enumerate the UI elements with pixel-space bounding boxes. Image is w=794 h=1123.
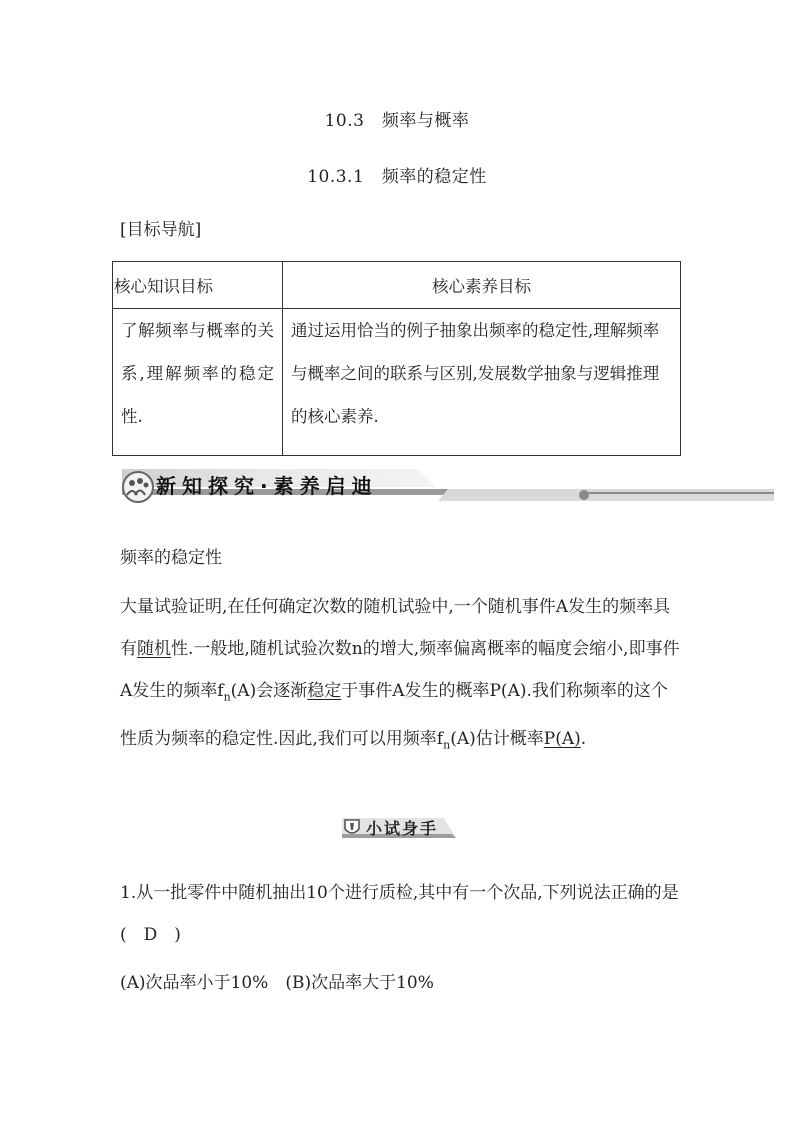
goal-header-knowledge: 核心知识目标	[113, 262, 283, 309]
goal-header-literacy: 核心素养目标	[283, 262, 681, 309]
paragraph	[120, 586, 680, 767]
paragraph-text: 于事件A发生的概率P(A).我们称频率的这个性质为频率的稳定性.因此,我们可以用频率f	[120, 681, 668, 750]
banner-title: 新知探究·素养启迪	[156, 474, 378, 498]
section-heading: 频率的稳定性	[120, 548, 222, 568]
goal-cell-literacy: 通过运用恰当的例子抽象出频率的稳定性,理解频率与概率之间的联系与区别,发展数学抽象与逻辑推理的核心素养.	[283, 309, 681, 456]
subscript: n	[223, 690, 231, 704]
subscript: n	[443, 738, 451, 752]
question-text: 1.从一批零件中随机抽出10个进行质检,其中有一个次品,下列说法正确的是( D )	[120, 883, 679, 945]
blank-answer: 随机	[137, 639, 171, 659]
badge-title: 小试身手	[366, 819, 439, 838]
section-title: 10.3 频率与概率	[324, 111, 470, 131]
paragraph-text: (A)会逐渐	[230, 681, 308, 701]
pencil-shield-icon	[345, 820, 359, 833]
people-gear-icon	[123, 472, 153, 502]
goal-cell-knowledge: 了解频率与概率的关系,理解频率的稳定性.	[113, 309, 283, 456]
blank-answer: 稳定	[307, 681, 342, 701]
paragraph-text: (A)估计概率	[450, 729, 544, 750]
paragraph-text: .	[580, 729, 587, 750]
paragraph-text: 性.一般地,随机试验次数n的增大,频率偏离概率的幅度会缩小,即事件A发生的频率f	[120, 639, 680, 701]
question-options: (A)次品率小于10% (B)次品率大于10%	[120, 973, 434, 993]
goal-label: [目标导航]	[120, 220, 202, 240]
paragraph-text: 大量试验证明,在任何确定次数的随机试验中,一个随机事件A发生的频率具有	[120, 597, 671, 659]
subsection-title: 10.3.1 频率的稳定性	[307, 167, 487, 187]
goal-table	[112, 261, 681, 456]
blank-answer: P(A)	[543, 729, 581, 750]
